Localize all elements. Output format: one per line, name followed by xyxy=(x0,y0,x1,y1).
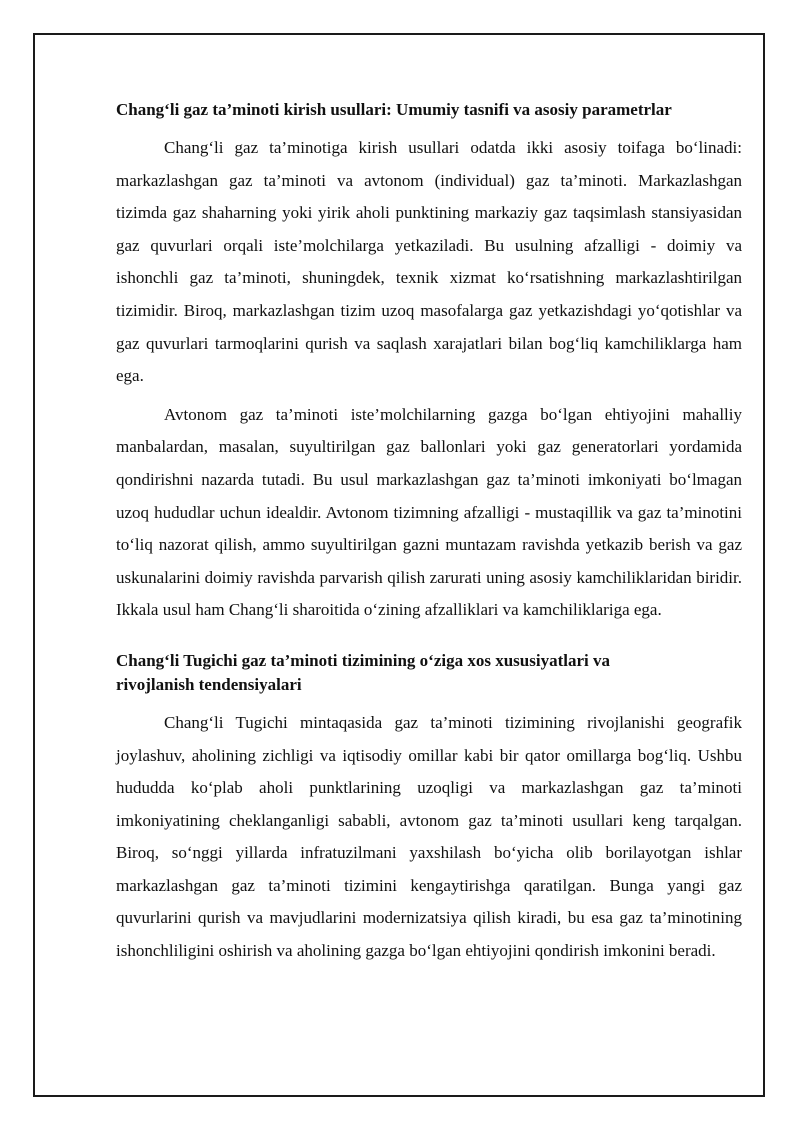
paragraph-centralized-vs-autonomous: Chang‘li gaz ta’minotiga kirish usullari odatda ikki asosiy toifaga bo‘linadi: markazlashgan gaz ta’minoti va avtonom (individual) gaz ta’minoti. Markazlashgan tizimda gaz shaharning yoki yirik aholi punktining markaziy gaz taqsimlash stansiyasidan gaz quvurlari orqali iste’molchilarga yetkaziladi. Bu usulning afzalligi - doimiy va ishonchli gaz ta’minoti, shuningdek, texnik xizmat ko‘rsatishning markazlashtirilgan tizimidir. Biroq, markazlashgan tizim uzoq masofalarga gaz yetkazishdagi yo‘qotishlar va gaz quvurlari tarmoqlarini qurish va saqlash xarajatlari bilan bog‘liq kamchiliklarga ham ega. xyxy=(116,138,742,386)
document-body xyxy=(116,98,742,974)
section-heading-methods: Chang‘li gaz ta’minoti kirish usullari: Umumiy tasnifi va asosiy parametrlar xyxy=(116,100,672,119)
paragraph-development-trends: Chang‘li Tugichi mintaqasida gaz ta’minoti tizimining rivojlanishi geografik joylashuv, aholining zichligi va iqtisodiy omillar kabi bir qator omillarga bog‘liq. Ushbu hududda ko‘plab aholi punktlarining uzoqligi va markazlashgan gaz ta’minoti imkoniyatining cheklanganligi sababli, avtonom gaz ta’minoti usullari keng tarqalgan. Biroq, so‘nggi yillarda infratuzilmani yaxshilash bo‘yicha olib borilayotgan ishlar markazlashgan gaz ta’minoti tizimini kengaytirishga qaratilgan. Bunga yangi gaz quvurlarini qurish va mavjudlarini modernizatsiya qilish kiradi, bu esa gaz ta’minotining ishonchliligini oshirish va aholining gazga bo‘lgan ehtiyojini qondirish imkonini beradi. xyxy=(116,712,742,961)
section-heading-features: Chang‘li Tugichi gaz ta’minoti tizimining o‘ziga xos xususiyatlari va rivojlanish tendensiyalari xyxy=(116,650,610,694)
paragraph-autonomous-supply: Avtonom gaz ta’minoti iste’molchilarning gazga bo‘lgan ehtiyojini mahalliy manbalardan, masalan, suyultirilgan gaz ballonlari yoki gaz generatorlari yordamida qondirishni nazarda tutadi. Bu usul markazlashgan gaz ta’minoti imkoniyati bo‘lmagan uzoq hududlar uchun idealdir. Avtonom tizimning afzalligi - mustaqillik va gaz ta’minotini to‘liq nazorat qilish, ammo suyultirilgan gazni muntazam ravishda yetkazib berish va gaz uskunalarini doimiy ravishda parvarish qilish zarurati uning asosiy kamchiliklaridan biridir. Ikkala usul ham Chang‘li sharoitida o‘zining afzalliklari va kamchiliklariga ega. xyxy=(116,404,742,620)
